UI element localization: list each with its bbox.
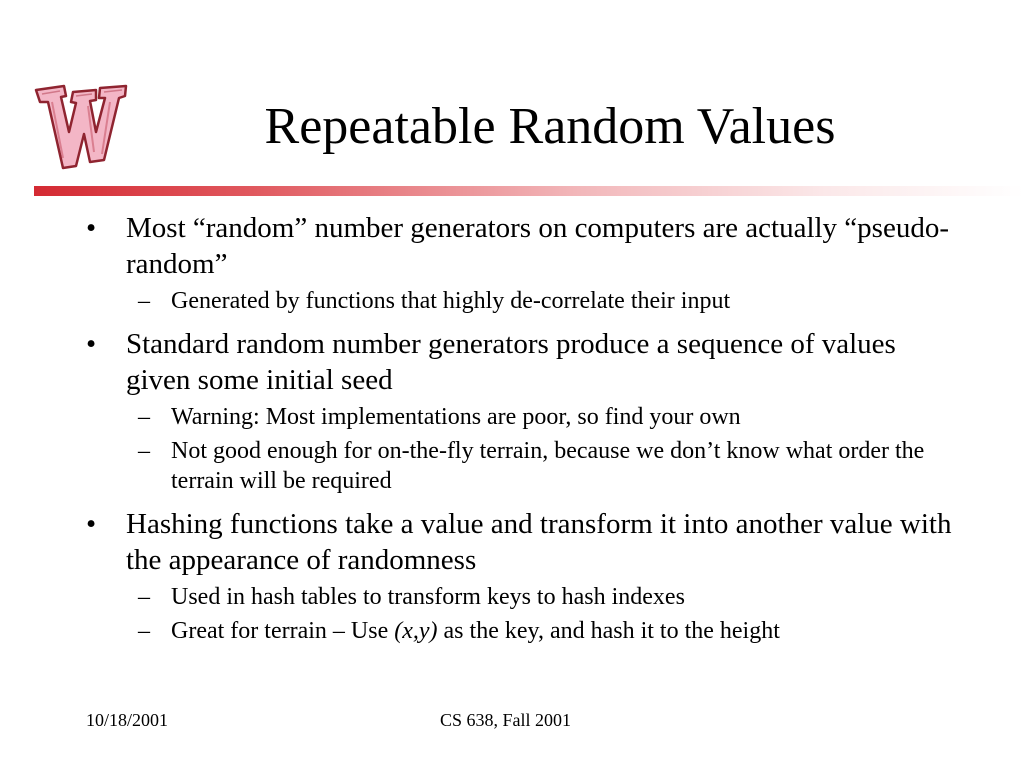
- bullet-1-sub-1: [0, 286, 1024, 316]
- bullet-2-sub-1-text: Warning: Most implementations are poor, so find your own: [171, 404, 741, 430]
- bullet-2-text: Standard random number generators produce a sequence of values given some initial seed: [126, 328, 896, 396]
- bullet-1: [0, 210, 1024, 282]
- bullet-3-sub-2-text-before: Great for terrain – Use: [171, 618, 395, 644]
- bullet-2-sub-1: [0, 402, 1024, 432]
- dash-symbol: –: [138, 584, 150, 610]
- slide-title: Repeatable Random Values: [264, 98, 836, 155]
- bullet-3-sub-2-text-after: as the key, and hash it to the height: [437, 618, 780, 644]
- bullet-3-sub-2: [0, 616, 1024, 646]
- slide-content: [0, 210, 1024, 646]
- bullet-2-sub-2-text: Not good enough for on-the-fly terrain, because we don’t know what order the terrain will be required: [171, 438, 925, 494]
- bullet-1-text: Most “random” number generators on computers are actually “pseudo-random”: [126, 212, 949, 280]
- bullet-3-sub-1-text: Used in hash tables to transform keys to hash indexes: [171, 584, 685, 610]
- bullet-3-sub-2-text-italic: (x,y): [394, 618, 438, 644]
- bullet-symbol: •: [86, 508, 97, 540]
- footer-date: 10/18/2001: [86, 710, 169, 730]
- bullet-3-sub-1: [0, 582, 1024, 612]
- dash-symbol: –: [138, 438, 150, 464]
- bullet-3-text: Hashing functions take a value and transform it into another value with the appearance of randomness: [126, 508, 952, 576]
- title-divider: [34, 186, 1024, 196]
- bullet-symbol: •: [86, 212, 97, 244]
- bullet-1-sub-1-text: Generated by functions that highly de-correlate their input: [171, 288, 731, 314]
- bullet-2-sub-2: [0, 436, 1024, 496]
- bullet-2: [0, 326, 1024, 398]
- footer-course: CS 638, Fall 2001: [440, 710, 572, 730]
- dash-symbol: –: [138, 404, 150, 430]
- bullet-3: [0, 506, 1024, 578]
- dash-symbol: –: [138, 618, 150, 644]
- dash-symbol: –: [138, 288, 150, 314]
- bullet-symbol: •: [86, 328, 97, 360]
